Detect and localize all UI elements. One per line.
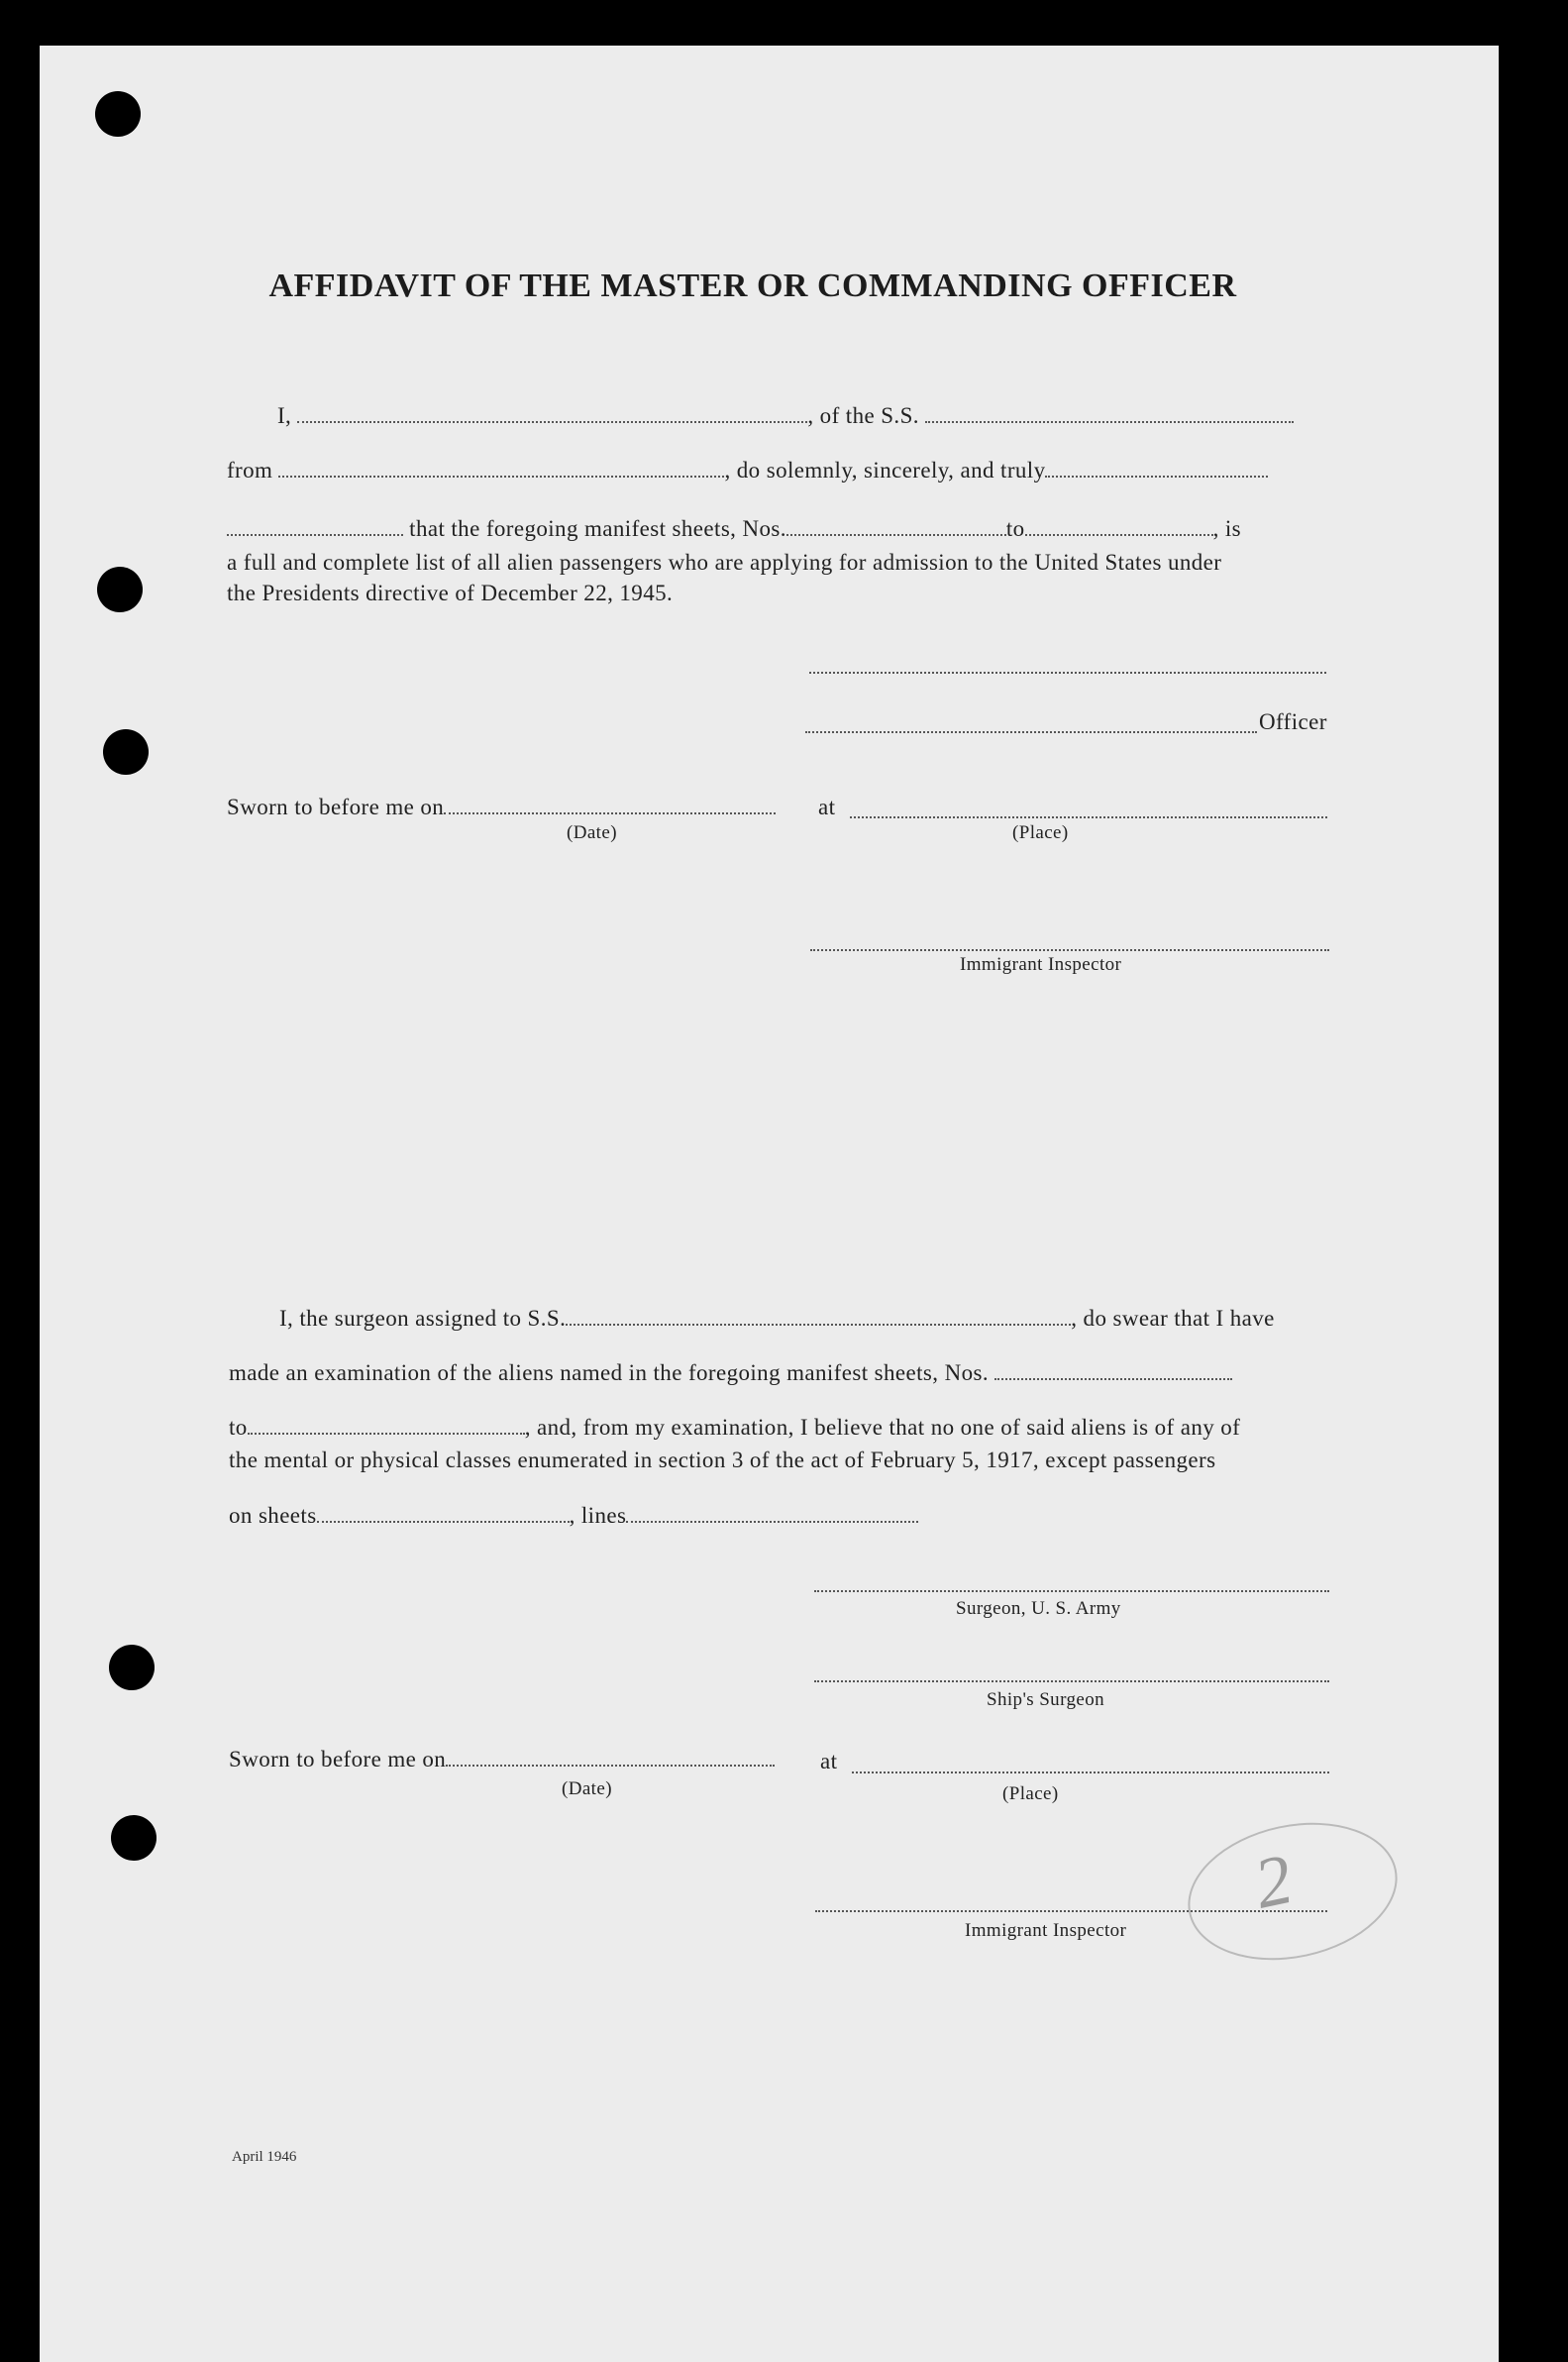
sheet-to-field[interactable]: [1025, 520, 1213, 536]
date-caption: (Date): [567, 822, 617, 843]
surgeon-sworn-place-field[interactable]: [852, 1772, 1329, 1773]
name-field[interactable]: [297, 407, 807, 423]
sworn-date-field[interactable]: [444, 799, 776, 814]
punch-hole: [95, 91, 141, 137]
place-caption: (Place): [1012, 822, 1069, 843]
surgeon-sheets-from-field[interactable]: [994, 1364, 1232, 1380]
except-lines-field[interactable]: [626, 1507, 918, 1523]
surgeon-line-3: to , and, from my examination, I believe that no one of said aliens is of any of: [229, 1415, 1241, 1440]
ship-surgeon-label: Ship's Surgeon: [987, 1689, 1104, 1710]
master-line-2: from , do solemnly, sincerely, and truly: [227, 458, 1268, 483]
sworn-place-field[interactable]: [850, 816, 1327, 818]
officer-label: Officer: [1259, 709, 1327, 734]
statement-field[interactable]: [227, 520, 403, 536]
inspector-signature-line[interactable]: [810, 949, 1329, 951]
officer-signature-line-1[interactable]: [809, 672, 1326, 674]
army-surgeon-label: Surgeon, U. S. Army: [956, 1598, 1121, 1619]
except-sheets-field[interactable]: [317, 1507, 570, 1523]
ship-name-field[interactable]: [925, 407, 1294, 423]
master-line-1: I, , of the S.S.: [277, 403, 1294, 429]
ship-surgeon-signature-line[interactable]: [814, 1680, 1329, 1682]
army-surgeon-signature-line[interactable]: [814, 1590, 1329, 1592]
inspector-label: Immigrant Inspector: [960, 954, 1122, 975]
punch-hole: [97, 567, 143, 612]
surgeon-at-label: at: [820, 1749, 838, 1773]
surgeon-ship-field[interactable]: [566, 1310, 1071, 1326]
handwritten-page-mark: 2: [1175, 1804, 1410, 1979]
surgeon-sheets-to-field[interactable]: [248, 1419, 525, 1435]
from-port-field[interactable]: [278, 462, 724, 478]
surgeon-sworn-date-field[interactable]: [446, 1751, 775, 1767]
surgeon-sworn-line: Sworn to before me on: [229, 1747, 775, 1772]
surgeon-line-2: made an examination of the aliens named in the foregoing manifest sheets, Nos.: [229, 1360, 1232, 1386]
surgeon-line-5: on sheets , lines: [229, 1503, 918, 1529]
punch-hole: [111, 1815, 157, 1861]
punch-hole: [109, 1645, 155, 1690]
sheet-from-field[interactable]: [786, 520, 1006, 536]
master-line-5: the Presidents directive of December 22, 1945.: [227, 581, 674, 605]
form-page: [40, 46, 1499, 2362]
master-at-label: at: [818, 795, 836, 819]
master-sworn-line: Sworn to before me on: [227, 795, 776, 820]
officer-signature-line-2[interactable]: [805, 731, 1257, 733]
form-date: April 1946: [232, 2149, 297, 2165]
master-line-3: that the foregoing manifest sheets, Nos. to , is: [227, 516, 1241, 542]
surgeon-line-1: I, the surgeon assigned to S.S. , do swear that I have: [279, 1306, 1275, 1331]
punch-hole: [103, 729, 149, 775]
surgeon-line-4: the mental or physical classes enumerated in section 3 of the act of February 5, 1917, except passengers: [229, 1448, 1216, 1472]
surgeon-date-caption: (Date): [562, 1778, 612, 1799]
surgeon-inspector-label: Immigrant Inspector: [965, 1920, 1127, 1941]
truly-field[interactable]: [1045, 462, 1268, 478]
form-title: AFFIDAVIT OF THE MASTER OR COMMANDING OFFICER: [268, 268, 1237, 304]
surgeon-place-caption: (Place): [1002, 1783, 1059, 1804]
master-line-4: a full and complete list of all alien passengers who are applying for admission to the United States under: [227, 550, 1222, 575]
